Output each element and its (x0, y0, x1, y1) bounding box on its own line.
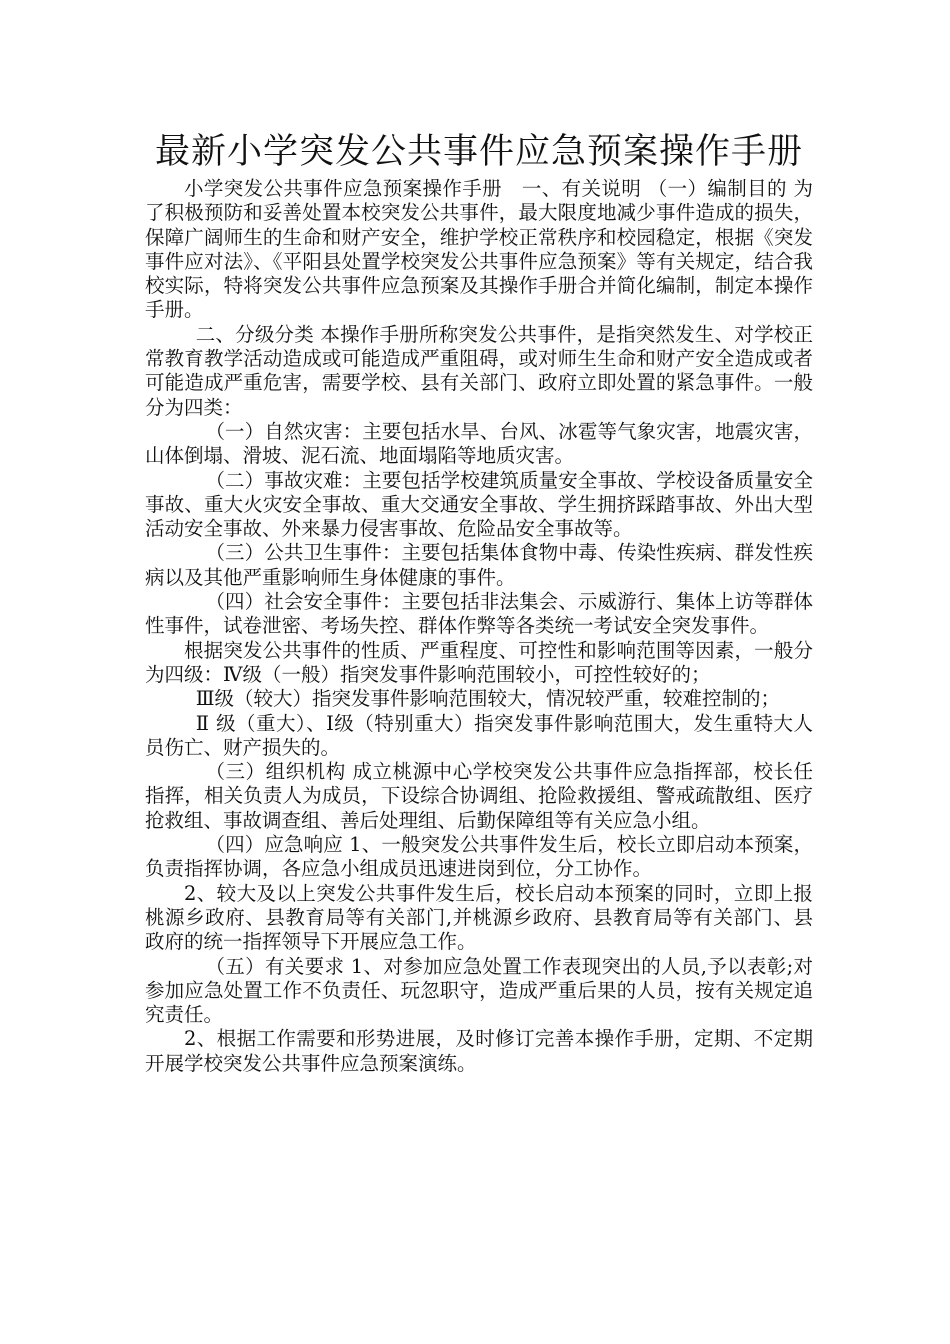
paragraph-organization: （三）组织机构 成立桃源中心学校突发公共事件应急指挥部，校长任指挥，相关负责人为成员，下设综合协调组、抢险救援组、警戒疏散组、医疗抢救组、事故调查组、善后处理组、后勤保障组等有关应急小组。 (145, 760, 813, 832)
paragraph-intro: 小学突发公共事件应急预案操作手册 一、有关说明 （一）编制目的 为了积极预防和妥善处置本校突发公共事件，最大限度地减少事件造成的损失，保障广阔师生的生命和财产安全，维护学校正常秩序和校园稳定，根据《突发事件应对法》、《平阳县处置学校突发公共事件应急预案》等有关规定，结合我校实际，特将突发公共事件应急预案及其操作手册合并简化编制，制定本操作手册。 (145, 177, 813, 322)
paragraph-level-3: Ⅲ级（较大）指突发事件影响范围较大，情况较严重，较难控制的； (195, 687, 780, 711)
paragraph-social-security: （四）社会安全事件：主要包括非法集会、示威游行、集体上访等群体性事件，试卷泄密、考场失控、群体作弊等各类统一考试安全突发事件。 (145, 590, 813, 638)
document-body (145, 177, 813, 1076)
paragraph-response-1: （四）应急响应 1、一般突发公共事件发生后，校长立即启动本预案，负责指挥协调，各应急小组成员迅速进岗到位，分工协作。 (145, 833, 813, 881)
paragraph-accident: （二）事故灾难：主要包括学校建筑质量安全事故、学校设备质量安全事故、重大火灾安全事故、重大交通安全事故、学生拥挤踩踏事故、外出大型活动安全事故、外来暴力侵害事故、危险品安全事故等。 (145, 468, 813, 541)
paragraph-response-2: 2、较大及以上突发公共事件发生后，校长启动本预案的同时，立即上报桃源乡政府、县教育局等有关部门,并桃源乡政府、县教育局等有关部门、县政府的统一指挥领导下开展应急工作。 (145, 881, 813, 954)
document-page (145, 126, 813, 1076)
paragraph-natural-disaster: （一）自然灾害：主要包括水旱、台风、冰雹等气象灾害，地震灾害，山体倒塌、滑坡、泥石流、地面塌陷等地质灾害。 (145, 419, 813, 468)
paragraph-requirements-1: （五）有关要求 1、对参加应急处置工作表现突出的人员,予以表彰;对参加应急处置工作不负责任、玩忽职守，造成严重后果的人员，按有关规定追究责任。 (145, 954, 813, 1027)
paragraph-classification: 二、分级分类 本操作手册所称突发公共事件，是指突然发生、对学校正常教育教学活动造成或可能造成严重阻碍，或对师生生命和财产安全造成或者可能造成严重危害，需要学校、县有关部门、政府立即处置的紧急事件。一般分为四类： (145, 322, 813, 419)
paragraph-public-health: （三）公共卫生事件：主要包括集体食物中毒、传染性疾病、群发性疾病以及其他严重影响师生身体健康的事件。 (145, 541, 813, 589)
paragraph-level-2-1: Ⅱ 级（重大）、Ⅰ级（特别重大）指突发事件影响范围大，发生重特大人员伤亡、财产损失的。 (145, 711, 813, 759)
document-title: 最新小学突发公共事件应急预案操作手册 (154, 132, 803, 172)
paragraph-levels: 根据突发公共事件的性质、严重程度、可控性和影响范围等因素，一般分为四级：Ⅳ级（一般）指突发事件影响范围较小，可控性较好的； (145, 638, 813, 686)
paragraph-requirements-2: 2、根据工作需要和形势进展，及时修订完善本操作手册，定期、不定期开展学校突发公共事件应急预案演练。 (145, 1027, 813, 1075)
